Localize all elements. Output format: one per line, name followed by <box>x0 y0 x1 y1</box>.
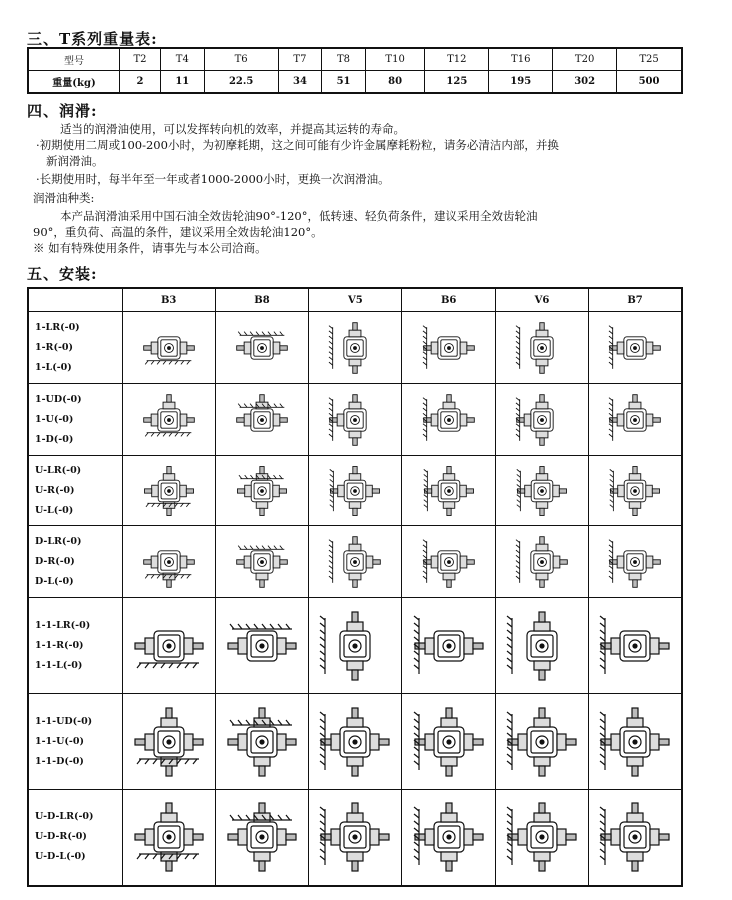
mount-diagram-cell <box>589 526 682 598</box>
lubrication-initial-use-cont: 新润滑油。 <box>46 154 104 168</box>
oil-type-text-cont: 90°，重负荷、高温的条件，建议采用全效齿轮油120°。 <box>33 225 323 239</box>
gearbox-mounting-diagram <box>126 388 212 452</box>
weight-cell: 500 <box>617 71 682 94</box>
model-label: 型号 <box>28 48 120 71</box>
mount-diagram-cell <box>309 598 402 694</box>
model-cell: T6 <box>204 48 278 71</box>
gearbox-mounting-diagram <box>126 794 212 880</box>
gearbox-mounting-diagram <box>592 794 678 880</box>
mount-type-label: 1-R(-0) <box>35 341 73 353</box>
mount-type-label: 1-1-L(-0) <box>35 659 83 671</box>
weight-table-weight-row <box>28 71 682 94</box>
mount-diagram-cell <box>309 694 402 790</box>
gearbox-mounting-diagram <box>312 388 398 452</box>
mount-diagram-cell <box>215 694 308 790</box>
mount-diagram-cell <box>309 526 402 598</box>
mount-diagram-cell <box>215 312 308 384</box>
mount-type-labels <box>28 526 122 598</box>
mount-column-header: V6 <box>495 288 588 312</box>
mount-diagram-cell <box>402 312 495 384</box>
mount-column-header: B8 <box>215 288 308 312</box>
mount-type-label: 1-1-LR(-0) <box>35 619 91 631</box>
mount-diagram-cell <box>402 790 495 886</box>
mount-type-label: 1-1-D(-0) <box>35 755 84 767</box>
lubrication-initial-use: ·初期使用二周或100-200小时，为初摩耗期，这之间可能有少许金属摩耗粉粒，请务必清洁内部，并换 <box>36 138 559 152</box>
section3-title: 三、T系列重量表: <box>27 30 158 48</box>
oil-type-text: 本产品润滑油采用中国石油全效齿轮油90°-120°，低转速、轻负荷条件，建议采用全效齿轮油 <box>60 209 538 223</box>
mount-diagram-cell <box>122 456 215 526</box>
installation-row <box>28 456 682 526</box>
gearbox-mounting-diagram <box>219 388 305 452</box>
weight-label: 重量(kg) <box>28 71 120 94</box>
model-cell: T16 <box>489 48 553 71</box>
model-cell: T8 <box>322 48 366 71</box>
mount-diagram-cell <box>402 456 495 526</box>
gearbox-mounting-diagram <box>499 794 585 880</box>
gearbox-mounting-diagram <box>312 460 398 522</box>
mount-diagram-cell <box>495 526 588 598</box>
gearbox-mounting-diagram <box>219 460 305 522</box>
gearbox-mounting-diagram <box>126 699 212 785</box>
mount-diagram-cell <box>589 694 682 790</box>
mount-diagram-cell <box>589 456 682 526</box>
gearbox-mounting-diagram <box>592 530 678 594</box>
weight-cell: 2 <box>120 71 161 94</box>
gearbox-mounting-diagram <box>406 794 492 880</box>
gearbox-mounting-diagram <box>406 603 492 689</box>
gearbox-mounting-diagram <box>126 603 212 689</box>
mount-diagram-cell <box>122 694 215 790</box>
weight-table-model-row <box>28 48 682 71</box>
gearbox-mounting-diagram <box>592 460 678 522</box>
mount-diagram-cell <box>402 526 495 598</box>
mount-type-label: 1-U(-0) <box>35 413 74 425</box>
mount-type-label: U-L(-0) <box>35 504 74 516</box>
model-cell: T7 <box>278 48 322 71</box>
weight-cell: 80 <box>365 71 425 94</box>
model-cell: T2 <box>120 48 161 71</box>
installation-row <box>28 384 682 456</box>
section4-title: 四、润滑: <box>27 102 98 120</box>
mount-diagram-cell <box>215 526 308 598</box>
gearbox-mounting-diagram <box>406 699 492 785</box>
mount-type-label: 1-D(-0) <box>35 433 74 445</box>
mount-type-label: 1-1-U(-0) <box>35 735 84 747</box>
mount-diagram-cell <box>589 312 682 384</box>
gearbox-mounting-diagram <box>312 603 398 689</box>
mount-diagram-cell <box>402 694 495 790</box>
gearbox-mounting-diagram <box>592 388 678 452</box>
mount-diagram-cell <box>402 384 495 456</box>
mount-diagram-cell <box>589 790 682 886</box>
gearbox-mounting-diagram <box>499 699 585 785</box>
mount-type-labels <box>28 312 122 384</box>
mount-type-label: D-L(-0) <box>35 575 74 587</box>
mount-diagram-cell <box>215 384 308 456</box>
installation-table <box>27 287 683 887</box>
model-cell: T20 <box>553 48 617 71</box>
mount-type-label: D-LR(-0) <box>35 535 82 547</box>
model-cell: T4 <box>161 48 205 71</box>
gearbox-mounting-diagram <box>499 388 585 452</box>
gearbox-mounting-diagram <box>219 530 305 594</box>
weight-cell: 34 <box>278 71 322 94</box>
mount-type-label: U-R(-0) <box>35 484 75 496</box>
mount-column-header: B3 <box>122 288 215 312</box>
section5-title: 五、安装: <box>27 265 98 283</box>
mount-type-label: 1-L(-0) <box>35 361 72 373</box>
lubrication-long-term: ·长期使用时，每半年至一年或者1000-2000小时，更换一次润滑油。 <box>36 172 390 186</box>
gearbox-mounting-diagram <box>499 316 585 380</box>
mount-type-label: 1-LR(-0) <box>35 321 80 333</box>
installation-header-row <box>28 288 682 312</box>
mount-diagram-cell <box>309 312 402 384</box>
mount-diagram-cell <box>495 456 588 526</box>
special-conditions-note: ※ 如有特殊使用条件，请事先与本公司洽商。 <box>33 241 267 255</box>
gearbox-mounting-diagram <box>406 316 492 380</box>
model-cell: T12 <box>425 48 489 71</box>
mount-diagram-cell <box>122 598 215 694</box>
mount-diagram-cell <box>122 790 215 886</box>
mount-type-label: 1-1-UD(-0) <box>35 715 93 727</box>
gearbox-mounting-diagram <box>126 530 212 594</box>
mount-diagram-cell <box>495 312 588 384</box>
mount-type-label: U-D-R(-0) <box>35 831 87 843</box>
mount-diagram-cell <box>215 456 308 526</box>
installation-row <box>28 526 682 598</box>
gearbox-mounting-diagram <box>312 316 398 380</box>
mount-diagram-cell <box>589 598 682 694</box>
weight-table <box>27 47 683 94</box>
gearbox-mounting-diagram <box>406 388 492 452</box>
gearbox-mounting-diagram <box>499 530 585 594</box>
header-corner <box>28 288 122 312</box>
gearbox-mounting-diagram <box>219 794 305 880</box>
installation-row <box>28 312 682 384</box>
weight-cell: 125 <box>425 71 489 94</box>
oil-type-title: 润滑油种类: <box>33 191 95 205</box>
mount-diagram-cell <box>122 384 215 456</box>
mount-type-labels <box>28 790 122 886</box>
mount-type-labels <box>28 694 122 790</box>
mount-diagram-cell <box>215 790 308 886</box>
mount-type-label: 1-UD(-0) <box>35 393 82 405</box>
gearbox-mounting-diagram <box>592 316 678 380</box>
weight-cell: 51 <box>322 71 366 94</box>
mount-diagram-cell <box>309 384 402 456</box>
lubrication-intro: 适当的润滑油使用，可以发挥转向机的效率，并提高其运转的寿命。 <box>60 122 405 136</box>
mount-type-labels <box>28 384 122 456</box>
installation-row <box>28 694 682 790</box>
mount-column-header: B7 <box>589 288 682 312</box>
mount-column-header: B6 <box>402 288 495 312</box>
model-cell: T25 <box>617 48 682 71</box>
installation-row <box>28 790 682 886</box>
gearbox-mounting-diagram <box>126 460 212 522</box>
mount-diagram-cell <box>309 456 402 526</box>
mount-type-label: U-D-LR(-0) <box>35 811 94 823</box>
mount-diagram-cell <box>495 694 588 790</box>
weight-cell: 22.5 <box>204 71 278 94</box>
mount-type-label: U-D-L(-0) <box>35 851 86 863</box>
gearbox-mounting-diagram <box>312 699 398 785</box>
gearbox-mounting-diagram <box>592 699 678 785</box>
gearbox-mounting-diagram <box>312 530 398 594</box>
mount-diagram-cell <box>309 790 402 886</box>
mount-type-labels <box>28 598 122 694</box>
mount-diagram-cell <box>495 598 588 694</box>
mount-diagram-cell <box>589 384 682 456</box>
mount-diagram-cell <box>495 790 588 886</box>
mount-diagram-cell <box>122 312 215 384</box>
installation-row <box>28 598 682 694</box>
mount-type-labels <box>28 456 122 526</box>
weight-cell: 11 <box>161 71 205 94</box>
gearbox-mounting-diagram <box>499 460 585 522</box>
gearbox-mounting-diagram <box>219 316 305 380</box>
mount-diagram-cell <box>495 384 588 456</box>
weight-cell: 195 <box>489 71 553 94</box>
gearbox-mounting-diagram <box>499 603 585 689</box>
gearbox-mounting-diagram <box>219 603 305 689</box>
gearbox-mounting-diagram <box>406 530 492 594</box>
mount-diagram-cell <box>215 598 308 694</box>
mount-type-label: U-LR(-0) <box>35 464 82 476</box>
gearbox-mounting-diagram <box>592 603 678 689</box>
gearbox-mounting-diagram <box>406 460 492 522</box>
gearbox-mounting-diagram <box>219 699 305 785</box>
gearbox-mounting-diagram <box>126 316 212 380</box>
mount-diagram-cell <box>122 526 215 598</box>
mount-type-label: D-R(-0) <box>35 555 75 567</box>
mount-column-header: V5 <box>309 288 402 312</box>
model-cell: T10 <box>365 48 425 71</box>
weight-cell: 302 <box>553 71 617 94</box>
mount-type-label: 1-1-R(-0) <box>35 639 84 651</box>
mount-diagram-cell <box>402 598 495 694</box>
gearbox-mounting-diagram <box>312 794 398 880</box>
